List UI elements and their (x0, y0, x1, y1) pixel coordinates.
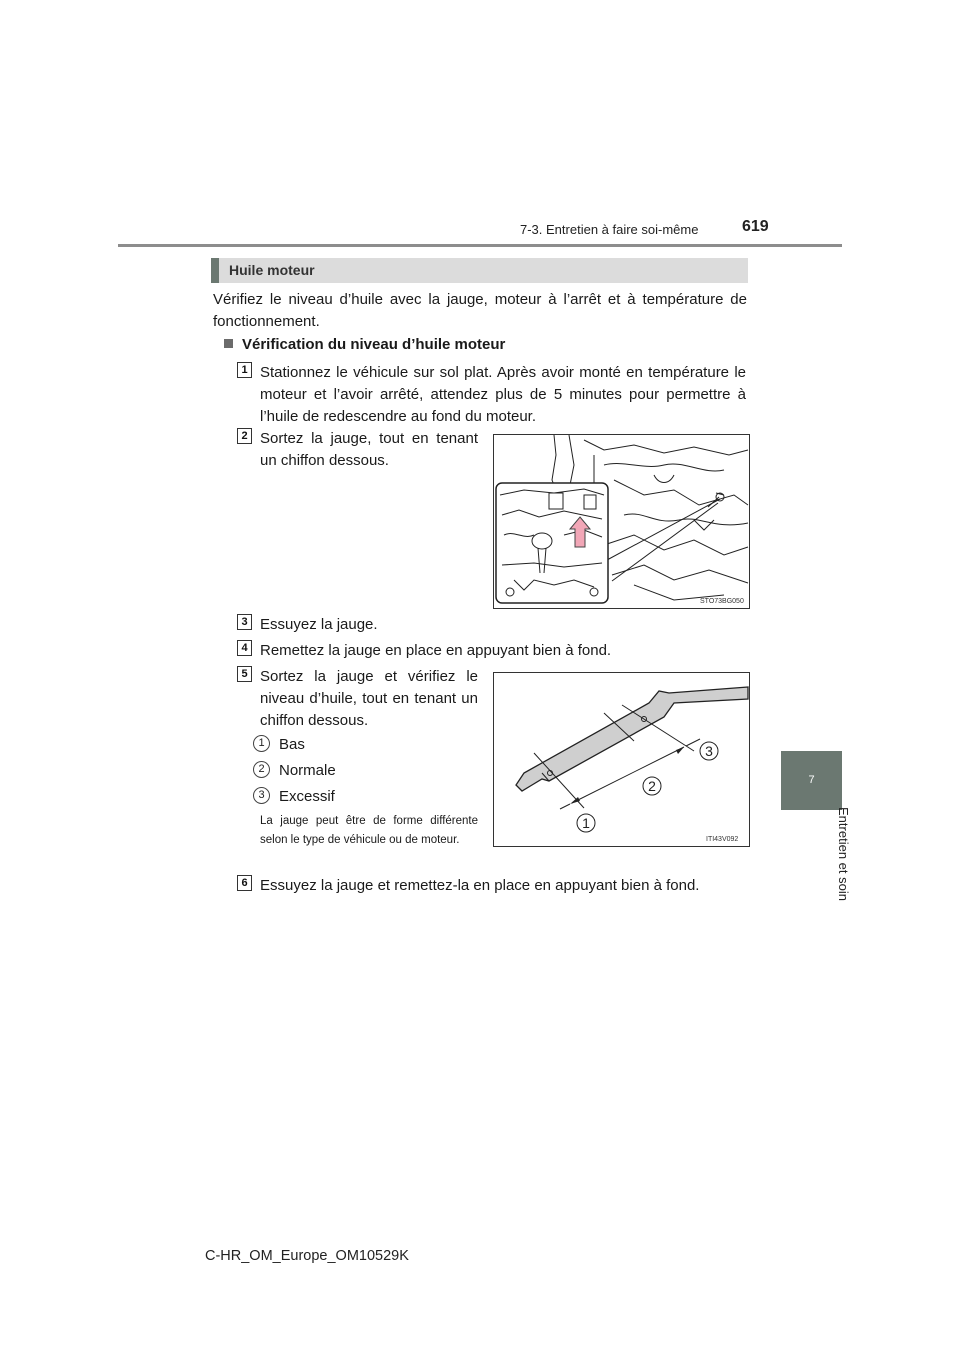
step-1-text: Stationnez le véhicule sur sol plat. Après avoir monté en température le moteur et l’avoir arrêté, attendez plus de 5 minutes pour permettre à l’huile de redescendre au fond du moteur. (260, 364, 746, 425)
header-section-title: 7-3. Entretien à faire soi-même (520, 222, 699, 237)
legend-number-2: 2 (253, 761, 270, 778)
dipstick-figure-code: ITI43V092 (706, 836, 739, 843)
legend-number-3: 3 (253, 787, 270, 804)
intro-paragraph: Vérifiez le niveau d’huile avec la jauge, moteur à l’arrêt et à température de fonctionnement. (213, 291, 747, 330)
step-4-text: Remettez la jauge en place en appuyant bien à fond. (260, 642, 612, 659)
square-bullet-icon (224, 339, 233, 348)
step-6-text: Essuyez la jauge et remettez-la en place en appuyant bien à fond. (260, 877, 700, 894)
step-number-2: 2 (237, 428, 252, 444)
step-3-text: Essuyez la jauge. (260, 616, 378, 633)
dipstick-illustration (494, 673, 749, 846)
page-number: 619 (742, 218, 769, 235)
section-header (211, 258, 748, 283)
legend-label-2: Normale (279, 762, 336, 779)
header-divider (118, 244, 842, 247)
chapter-title: Entretien et soin (836, 807, 851, 901)
subheading (224, 336, 505, 353)
dipstick-level-figure (493, 672, 750, 847)
callout-2: 2 (648, 778, 656, 794)
callout-1: 1 (582, 815, 590, 831)
step-number-4: 4 (237, 640, 252, 656)
step-number-5: 5 (237, 666, 252, 682)
engine-dipstick-figure (493, 434, 750, 609)
step-5-text: Sortez la jauge et vérifiez le niveau d’huile, tout en tenant un chiffon dessous. (260, 668, 478, 729)
engine-illustration (494, 435, 749, 608)
subheading-text: Vérification du niveau d’huile moteur (242, 336, 506, 353)
document-id: C-HR_OM_Europe_OM10529K (205, 1248, 409, 1264)
variant-note: La jauge peut être de forme différente selon le type de véhicule ou de moteur. (260, 815, 478, 846)
engine-figure-code: STO73BG050 (700, 598, 744, 605)
legend-label-1: Bas (279, 736, 305, 753)
section-header-bar (211, 258, 219, 283)
legend-number-1: 1 (253, 735, 270, 752)
callout-3: 3 (705, 743, 713, 759)
step-2-text: Sortez la jauge, tout en tenant un chiffon dessous. (260, 430, 478, 469)
legend-label-3: Excessif (279, 788, 335, 805)
step-number-6: 6 (237, 875, 252, 891)
zoom-inset (496, 483, 608, 603)
chapter-tab: 7 (781, 751, 842, 810)
section-title: Huile moteur (229, 262, 315, 278)
step-number-3: 3 (237, 614, 252, 630)
step-number-1: 1 (237, 362, 252, 378)
